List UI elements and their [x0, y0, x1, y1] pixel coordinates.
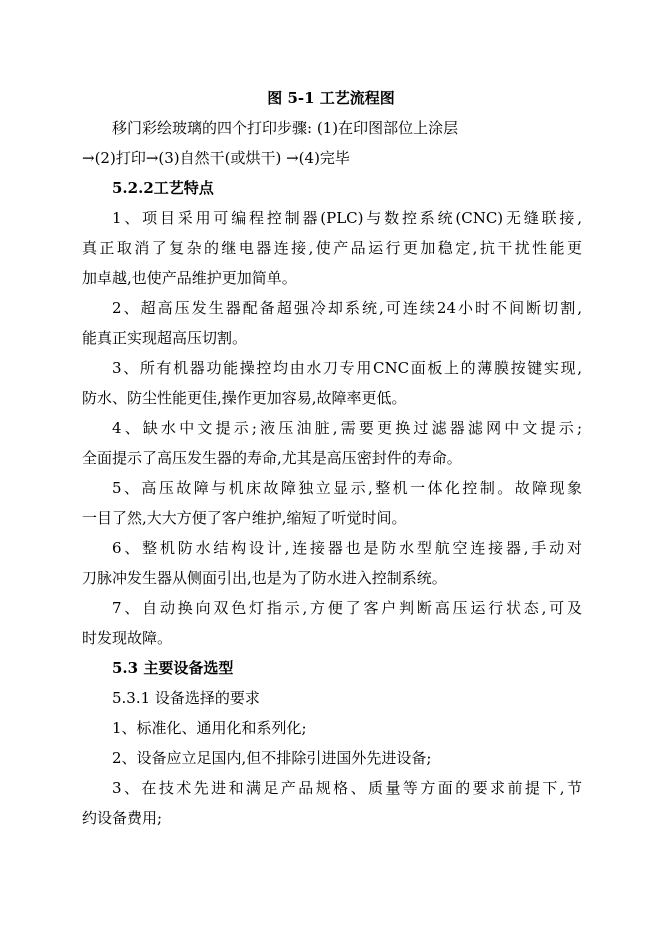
paragraph-line: 时发现故障。 — [82, 629, 173, 647]
paragraph-line: 全面提示了高压发生器的寿命,尤其是高压密封件的寿命。 — [82, 449, 462, 467]
paragraph-line: 3、所有机器功能操控均由水刀专用CNC面板上的薄膜按键实现, — [112, 359, 582, 377]
figure-caption: 图 5-1 工艺流程图 — [267, 89, 395, 107]
paragraph-line: 能真正实现超高压切割。 — [82, 329, 248, 347]
paragraph-line: 刀脉冲发生器从侧面引出,也是为了防水进入控制系统。 — [82, 569, 447, 587]
paragraph-line: 7、自动换向双色灯指示,方便了客户判断高压运行状态,可及 — [112, 599, 582, 617]
paragraph-line: 加卓越,也使产品维护更加简单。 — [82, 269, 297, 287]
section-heading-5-2-2: 5.2.2工艺特点 — [112, 179, 214, 197]
paragraph-line: 6、整机防水结构设计,连接器也是防水型航空连接器,手动对 — [112, 539, 582, 557]
paragraph-line: 一目了然,大大方便了客户维护,缩短了听觉时间。 — [82, 509, 407, 527]
paragraph-line: 4、缺水中文提示;液压油脏,需要更换过滤器滤网中文提示; — [112, 419, 582, 437]
subsection-heading-5-3-1: 5.3.1 设备选择的要求 — [112, 689, 260, 707]
paragraph-line: 真正取消了复杂的继电器连接,使产品运行更加稳定,抗干扰性能更 — [82, 239, 582, 257]
list-item: 1、标准化、通用化和系列化; — [112, 719, 307, 737]
intro-line-1: 移门彩绘玻璃的四个打印步骤: (1)在印图部位上涂层 — [112, 119, 459, 137]
section-heading-5-3: 5.3 主要设备选型 — [112, 659, 234, 677]
list-item: 2、设备应立足国内,但不排除引进国外先进设备; — [112, 749, 432, 767]
intro-line-2: →(2)打印→(3)自然干(或烘干) →(4)完毕 — [82, 149, 350, 167]
paragraph-line: 1、项目采用可编程控制器(PLC)与数控系统(CNC)无缝联接, — [112, 209, 582, 227]
paragraph-line: 2、超高压发生器配备超强冷却系统,可连续24小时不间断切割, — [112, 299, 582, 317]
paragraph-line: 防水、防尘性能更佳,操作更加容易,故障率更低。 — [82, 389, 407, 407]
list-item: 3、在技术先进和满足产品规格、质量等方面的要求前提下,节 — [112, 779, 582, 797]
paragraph-line: 5、高压故障与机床故障独立显示,整机一体化控制。故障现象 — [112, 479, 582, 497]
list-item: 约设备费用; — [82, 809, 163, 827]
